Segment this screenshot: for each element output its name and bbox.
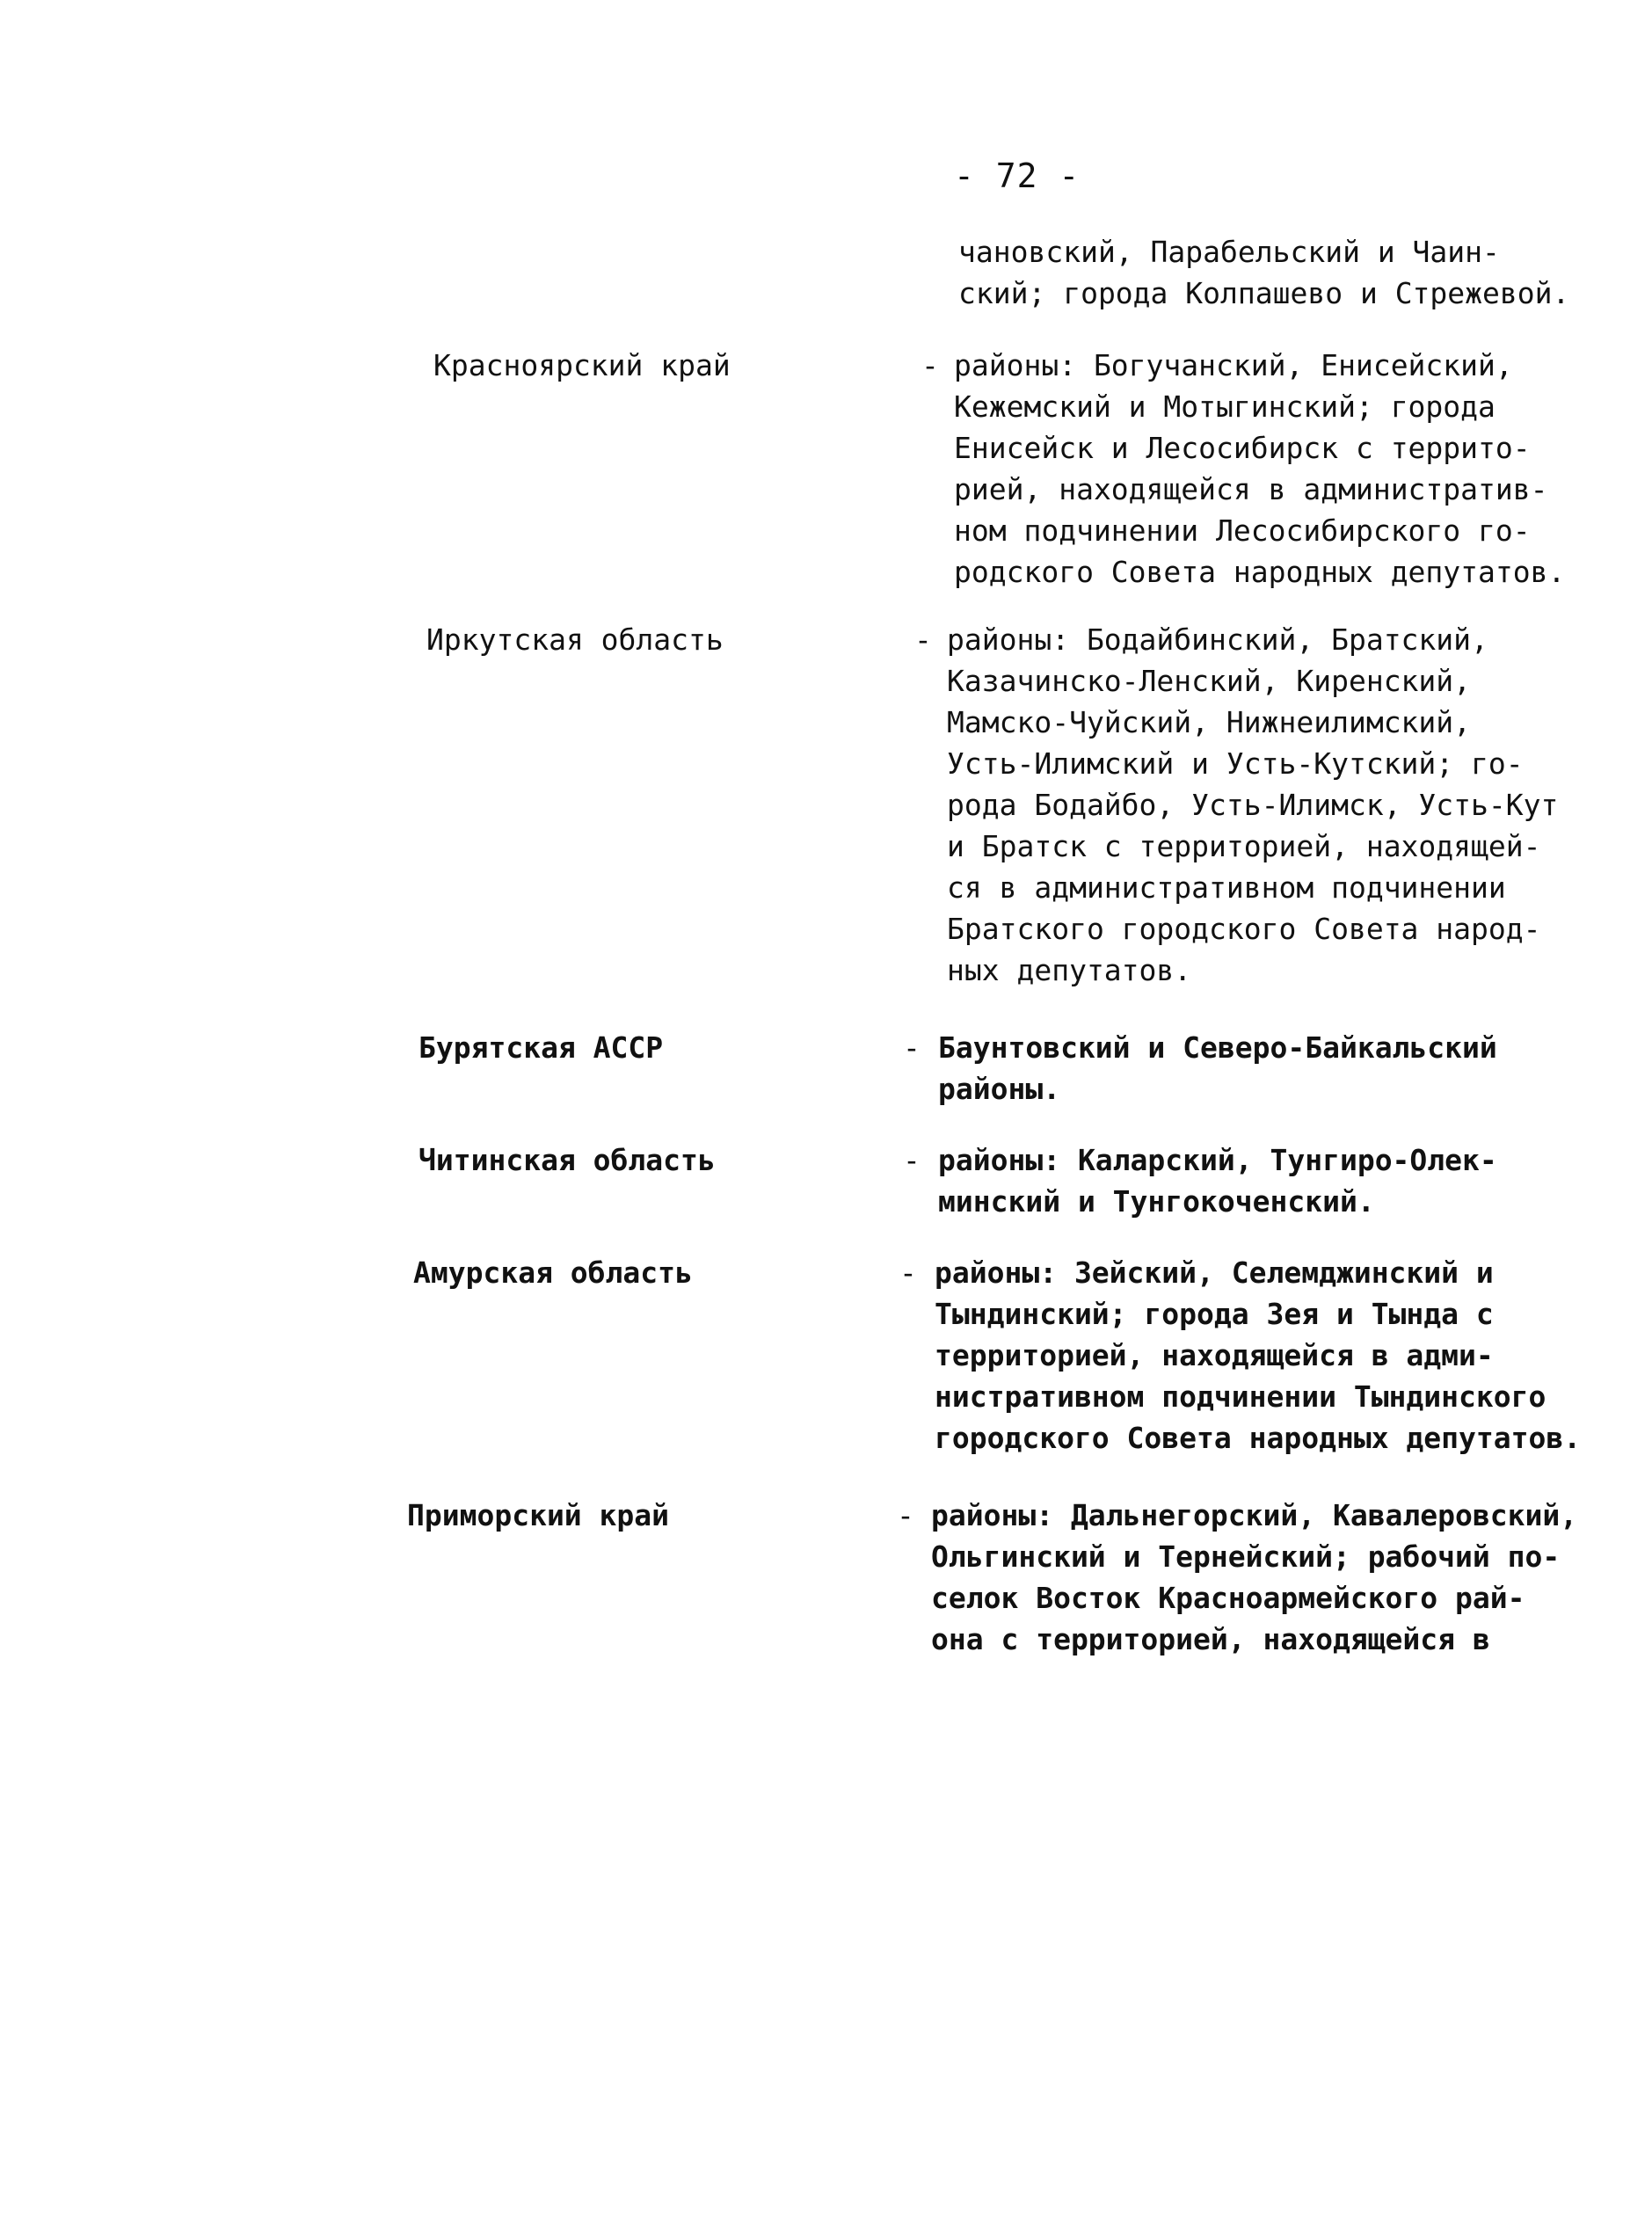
description-line: районы. — [938, 1072, 1061, 1106]
continuation-line: ский; города Колпашево и Стрежевой. — [958, 276, 1570, 310]
description-line: Братского городского Совета народ- — [947, 912, 1541, 946]
description-line: Тындинский; города Зея и Тында с — [935, 1297, 1494, 1331]
description-line: Ольгинский и Тернейский; рабочий по- — [931, 1539, 1561, 1574]
description-line: районы: Богучанский, Енисейский, — [954, 348, 1513, 382]
entry-description — [938, 1139, 1606, 1222]
description-line: Енисейск и Лесосибирск с террито- — [954, 431, 1531, 465]
description-line: Мамско-Чуйский, Нижнеилимский, — [947, 705, 1472, 739]
region-name: Амурская область — [413, 1255, 693, 1290]
description-line: рией, находящейся в административ- — [954, 472, 1548, 506]
page-number: - 72 - — [954, 156, 1081, 195]
entry-description — [931, 1495, 1599, 1660]
description-line: рода Бодайбо, Усть-Илимск, Усть-Кут — [947, 788, 1559, 822]
region-name: Приморский край — [407, 1498, 670, 1532]
description-line: Кежемский и Мотыгинский; города — [954, 389, 1496, 424]
entry-description — [947, 619, 1615, 991]
description-line: нистративном подчинении Тындинского — [935, 1379, 1546, 1414]
description-line: Баунтовский и Северо-Байкальский — [938, 1030, 1497, 1065]
entry-dash: - — [914, 622, 932, 657]
description-line: районы: Зейский, Селемджинский и — [935, 1255, 1494, 1290]
entry-dash: - — [899, 1255, 917, 1290]
entry-description — [954, 345, 1622, 593]
description-line: селок Восток Красноармейского рай- — [931, 1581, 1525, 1615]
description-line: территорией, находящейся в адми- — [935, 1338, 1494, 1372]
continuation-text — [958, 231, 1609, 314]
description-line: Казачинско-Ленский, Киренский, — [947, 664, 1472, 698]
description-line: ных депутатов. — [947, 953, 1192, 987]
continuation-line: чановский, Парабельский и Чаин- — [958, 235, 1500, 269]
region-name: Бурятская АССР — [418, 1030, 664, 1065]
description-line: ном подчинении Лесосибирского го- — [954, 513, 1531, 548]
description-line: она с территорией, находящейся в — [931, 1622, 1490, 1656]
entry-description — [938, 1027, 1606, 1110]
description-line: Усть-Илимский и Усть-Кутский; го- — [947, 746, 1524, 781]
description-line: районы: Бодайбинский, Братский, — [947, 622, 1488, 657]
entry-dash: - — [897, 1498, 914, 1532]
region-name: Красноярский край — [433, 348, 731, 382]
entry-dash: - — [903, 1030, 921, 1065]
description-line: минский и Тунгокоченский. — [938, 1184, 1375, 1219]
entry-dash: - — [903, 1143, 921, 1177]
entry-description — [935, 1252, 1603, 1459]
region-name: Читинская область — [418, 1143, 716, 1177]
region-name: Иркутская область — [426, 622, 724, 657]
description-line: ся в административном подчинении — [947, 870, 1506, 905]
description-line: городского Совета народных депутатов. — [935, 1421, 1582, 1455]
description-line: родского Совета народных депутатов. — [954, 555, 1566, 589]
entry-dash: - — [921, 348, 939, 382]
description-line: районы: Дальнегорский, Кавалеровский, — [931, 1498, 1578, 1532]
description-line: районы: Каларский, Тунгиро-Олек- — [938, 1143, 1497, 1177]
description-line: и Братск с территорией, находящей- — [947, 829, 1541, 863]
